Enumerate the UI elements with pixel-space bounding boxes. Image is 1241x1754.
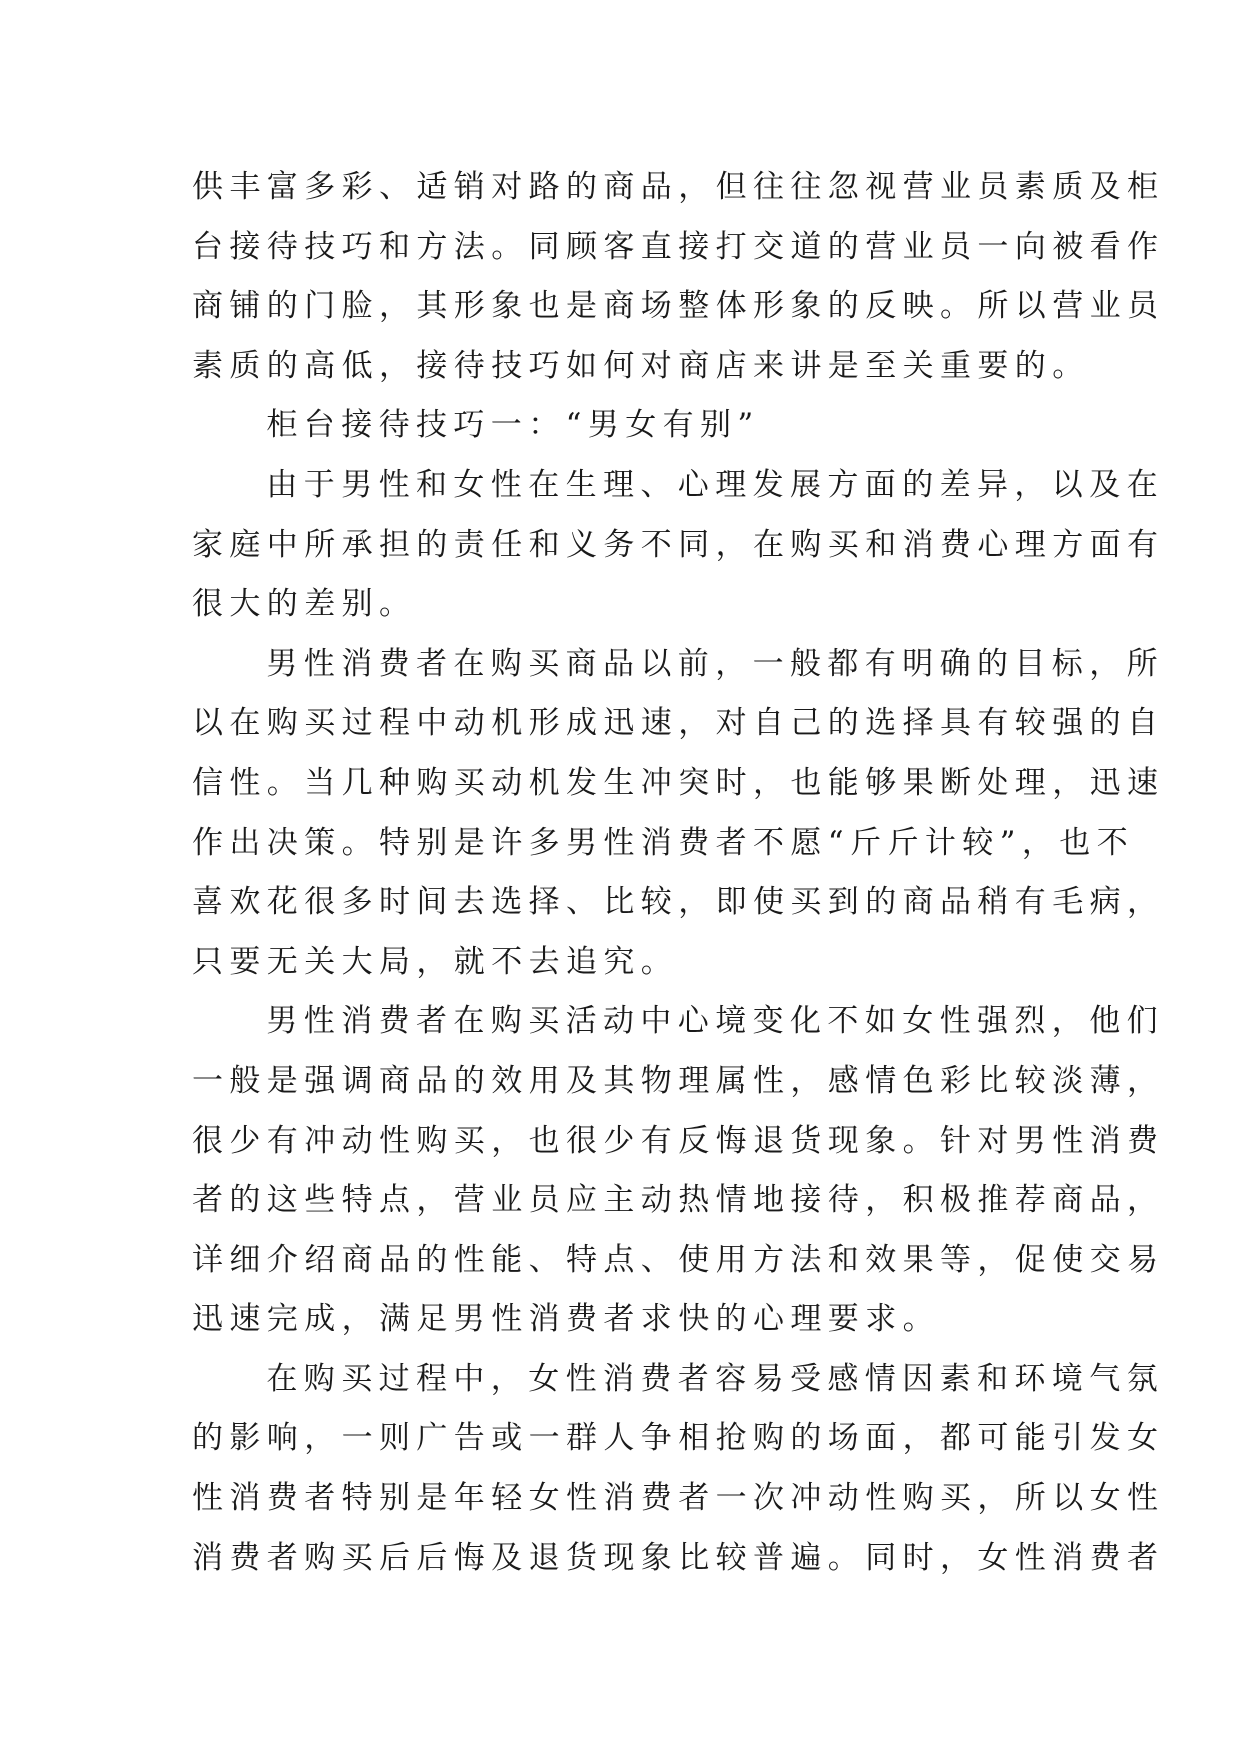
paragraph-intro bbox=[192, 158, 1165, 396]
text-line: 迅速完成，满足男性消费者求快的心理要求。 bbox=[192, 1301, 940, 1338]
text-line: 一般是强调商品的效用及其物理属性，感情色彩比较淡薄， bbox=[192, 1062, 1165, 1099]
text-line: 家庭中所承担的责任和义务不同，在购买和消费心理方面有 bbox=[192, 526, 1165, 563]
heading-line: 柜台接待技巧一：“男女有别” bbox=[266, 407, 760, 444]
paragraph-male-consumers bbox=[192, 635, 1165, 993]
section-heading bbox=[192, 396, 1054, 456]
document-body bbox=[192, 158, 1165, 1588]
paragraph-gender-difference bbox=[192, 456, 1165, 635]
text-line: 详细介绍商品的性能、特点、使用方法和效果等，促使交易 bbox=[192, 1241, 1165, 1278]
text-line: 者的这些特点，营业员应主动热情地接待，积极推荐商品， bbox=[192, 1182, 1165, 1219]
text-line: 很大的差别。 bbox=[192, 586, 417, 623]
paragraph-male-mood bbox=[192, 992, 1165, 1350]
text-line: 喜欢花很多时间去选择、比较，即使买到的商品稍有毛病， bbox=[192, 884, 1165, 921]
text-line: 消费者购买后后悔及退货现象比较普遍。同时，女性消费者 bbox=[192, 1539, 1165, 1576]
text-line: 供丰富多彩、适销对路的商品，但往往忽视营业员素质及柜 bbox=[192, 169, 1165, 205]
text-line: 以在购买过程中动机形成迅速，对自己的选择具有较强的自 bbox=[192, 705, 1165, 742]
text-line: 很少有冲动性购买，也很少有反悔退货现象。针对男性消费 bbox=[192, 1122, 1165, 1159]
text-line: 男性消费者在购买商品以前，一般都有明确的目标，所 bbox=[266, 645, 1164, 682]
text-line: 商铺的门脸，其形象也是商场整体形象的反映。所以营业员 bbox=[192, 288, 1165, 325]
text-line: 台接待技巧和方法。同顾客直接打交道的营业员一向被看作 bbox=[192, 228, 1165, 265]
text-line: 男性消费者在购买活动中心境变化不如女性强烈，他们 bbox=[266, 1003, 1164, 1040]
text-line: 在购买过程中，女性消费者容易受感情因素和环境气氛 bbox=[266, 1360, 1164, 1397]
text-line: 信性。当几种购买动机发生冲突时，也能够果断处理，迅速 bbox=[192, 764, 1165, 801]
text-line: 由于男性和女性在生理、心理发展方面的差异，以及在 bbox=[266, 466, 1164, 503]
text-line: 的影响，一则广告或一群人争相抢购的场面，都可能引发女 bbox=[192, 1420, 1165, 1457]
text-line: 作出决策。特别是许多男性消费者不愿“斤斤计较”，也不 bbox=[192, 824, 1135, 861]
text-line: 素质的高低，接待技巧如何对商店来讲是至关重要的。 bbox=[192, 347, 1090, 384]
text-line: 性消费者特别是年轻女性消费者一次冲动性购买，所以女性 bbox=[192, 1480, 1165, 1517]
text-line: 只要无关大局，就不去追究。 bbox=[192, 943, 679, 980]
paragraph-female-consumers bbox=[192, 1350, 1165, 1588]
